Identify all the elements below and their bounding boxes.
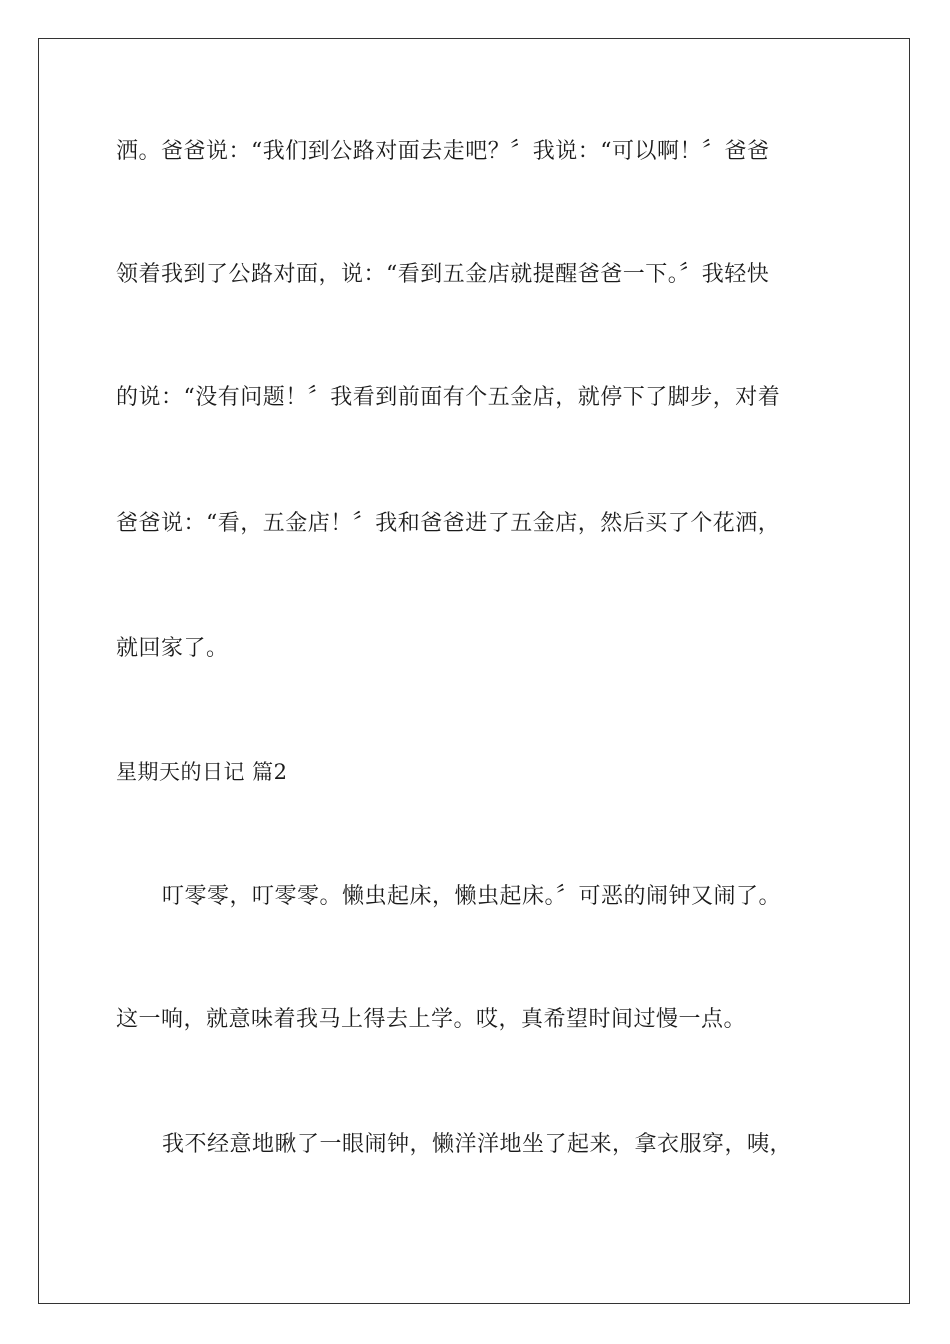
- paragraph-line: 就回家了。: [116, 636, 229, 661]
- paragraph-line: 我不经意地瞅了一眼闹钟，懒洋洋地坐了起来，拿衣服穿，咦，: [162, 1132, 793, 1157]
- page-border: [38, 38, 910, 1304]
- paragraph-line: 洒。爸爸说：“我们到公路对面去走吧？〞我说：“可以啊！〞爸爸: [116, 139, 770, 164]
- paragraph-line: 的说：“没有问题！〞我看到前面有个五金店，就停下了脚步，对着: [116, 385, 781, 410]
- paragraph-line: 爸爸说：“看，五金店！〞我和爸爸进了五金店，然后买了个花洒，: [116, 511, 781, 536]
- paragraph-line: 叮零零，叮零零。懒虫起床，懒虫起床。〞可恶的闹钟又闹了。: [162, 884, 782, 909]
- paragraph-line: 这一响，就意味着我马上得去上学。哎，真希望时间过慢一点。: [116, 1007, 747, 1032]
- section-title: 星期天的日记 篇2: [116, 760, 288, 784]
- paragraph-line: 领着我到了公路对面，说：“看到五金店就提醒爸爸一下。〞我轻快: [116, 262, 770, 287]
